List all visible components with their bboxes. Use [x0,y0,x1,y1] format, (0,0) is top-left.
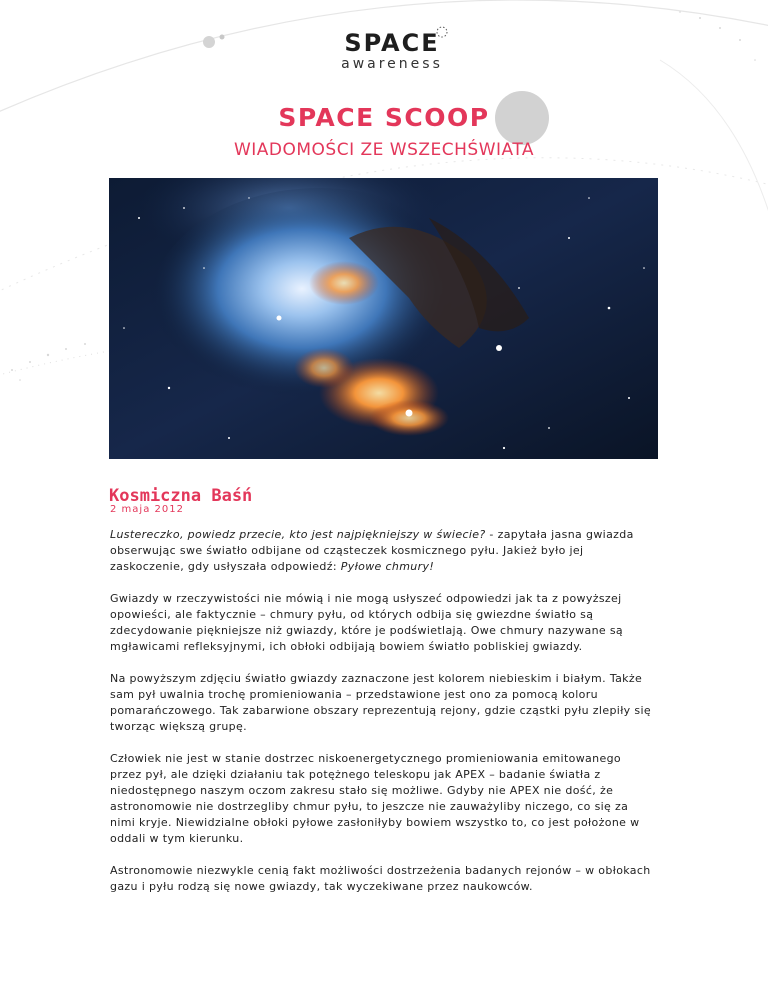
paragraph-1 [110,527,655,575]
paragraph-1-quote: Lustereczko, powiedz przecie, kto jest najpiękniejszy w świecie? [110,528,486,541]
nebula-image [109,178,658,459]
space-awareness-logo [322,30,462,78]
logo-main-text: SPACE [344,29,440,57]
article-body [110,527,655,911]
paragraph-4: Człowiek nie jest w stanie dostrzec niskoenergetycznego promieniowania emitowanego przez pył, ale dzięki działaniu tak potężnego teleskopu jak APEX – badanie światła z niedostępnego naszym oczom zakresu stało się możliwe. Gdyby nie APEX nie dość, że astronomowie nie dostrzegliby chmur pyłu, to jeszcze nie zauważyliby niczego, co się za nimi kryje. Niewidzialne obłoki pyłowe zasłoniłyby bowiem wszystko to, co jest położone w oddali w tym kierunku. [110,752,640,845]
article-date: 2 maja 2012 [110,504,184,515]
paragraph-2: Gwiazdy w rzeczywistości nie mówią i nie mogą usłyszeć odpowiedzi jak ta z powyższej opowieści, ale faktycznie – chmury pyłu, od których odbija się gwiezdne światło są zdecydowanie piękniejsze niż gwiazdy, które je podświetlają. Owe chmury nazywane są mgławicami refleksyjnymi, ich obłoki odbijają bowiem światło pobliskiej gwiazdy. [110,592,624,653]
paragraph-5: Astronomowie niezwykle cenią fakt możliwości dostrzeżenia badanych rejonów – w obłokach gazu i pyłu rodzą się nowe gwiazdy, tak wyczekiwane przez naukowców. [110,864,651,893]
orbit-planet-small [203,36,215,48]
page-subtitle: WIADOMOŚCI ZE WSZECHŚWIATA [233,140,535,160]
paragraph-3: Na powyższym zdjęciu światło gwiazdy zaznaczone jest kolorem niebieskim i białym. Także sam pył uwalnia trochę promieniowania – przedstawione jest ono za pomocą koloru pomarańczowego. Tak zabarwione obszary reprezentują rejony, gdzie cząstki pyłu zlepiły się tworząc większą grupę. [110,672,651,733]
page-title: SPACE SCOOP [278,103,490,132]
paragraph-1-answer: Pyłowe chmury! [340,560,435,573]
logo-sub-text: awareness [341,56,443,72]
logo-sparkle-icon [434,24,450,40]
paragraph-1-text: - zapytała jasna gwiazda obserwując swe światło odbijane od cząsteczek kosmicznego pyłu. Jakież było jej zaskoczenie, gdy usłyszała odpowiedź: [110,528,634,573]
section-title: Kosmiczna Baśń [109,486,253,506]
